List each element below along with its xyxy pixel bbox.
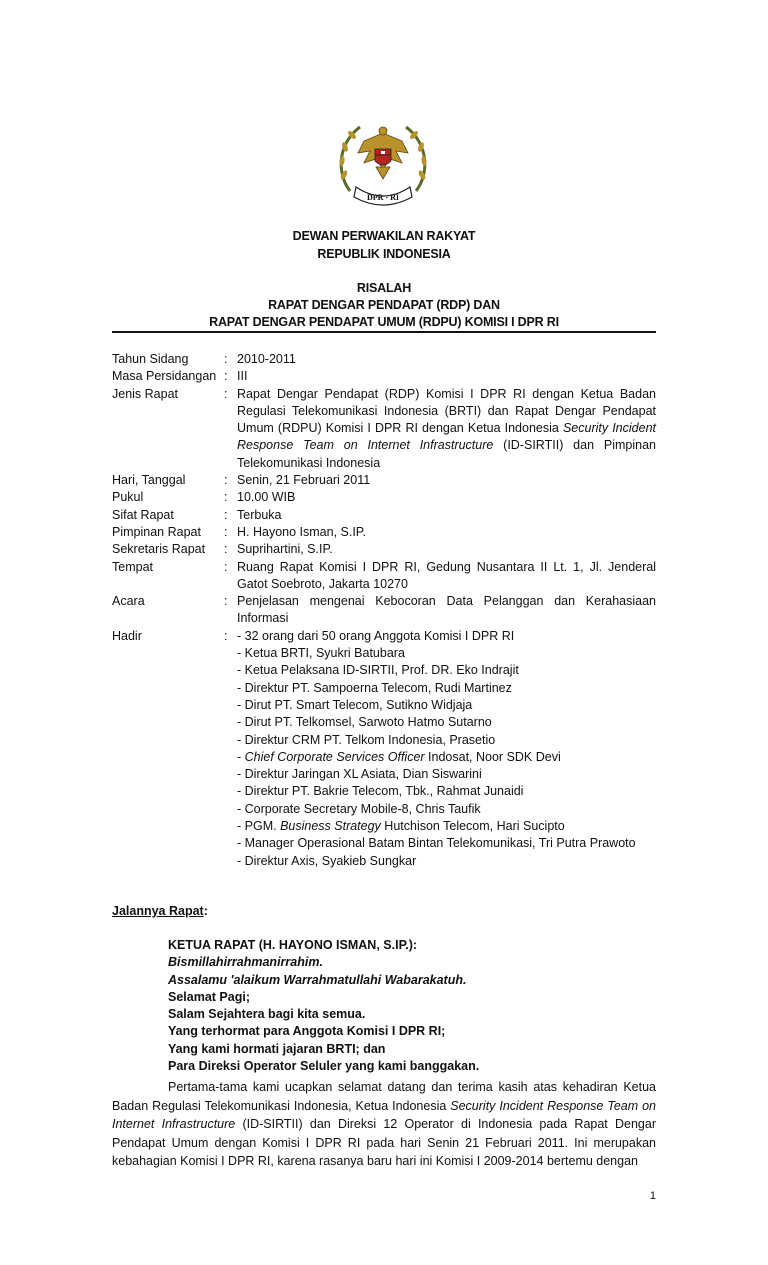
speech-line: Yang terhormat para Anggota Komisi I DPR RI;: [168, 1024, 446, 1039]
attendee-list: [237, 628, 656, 870]
meta-label: Sekretaris Rapat: [112, 542, 206, 557]
speech-line: Selamat Pagi;: [168, 989, 250, 1004]
dpr-ri-emblem-icon: [330, 113, 436, 213]
list-item: - Direktur PT. Bakrie Telecom, Tbk., Rahmat Junaidi: [237, 784, 524, 799]
body-paragraph: Pertama-tama kami ucapkan selamat datang dan terima kasih atas kehadiran Ketua Badan Regulasi Telekomunikasi Indonesia, Ketua Indonesia Security Incident Response Team on Internet Infrastructure (ID-SIRTII) dan Direksi 12 Operator di Indonesia pada Rapat Dengar Pendapat Umum dengan Komisi I DPR RI pada hari Senin 21 Februari 2011. Ini merupakan kebahagian Komisi I DPR RI, karena rasanya baru hari ini Komisi I 2009-2014 bertemu dengan: [112, 1080, 656, 1168]
meta-value: III: [237, 369, 248, 384]
speech-line: Para Direksi Operator Seluler yang kami banggakan.: [168, 1059, 480, 1074]
list-item: - Direktur Jaringan XL Asiata, Dian Siswarini: [237, 767, 482, 782]
meta-label: Tahun Sidang: [112, 352, 189, 366]
meta-label: Tempat: [112, 559, 153, 574]
meta-row-sekretaris: Sekretaris Rapat : Suprihartini, S.IP.: [112, 541, 656, 558]
speech-line: Assalamu 'alaikum Warrahmatullahi Wabarakatuh.: [168, 972, 467, 987]
title-line1: RAPAT DENGAR PENDAPAT (RDP) DAN: [268, 298, 500, 312]
list-item: - Dirut PT. Smart Telecom, Sutikno Widjaja: [237, 697, 473, 712]
meta-value: 10.00 WIB: [237, 490, 296, 505]
meta-value: 2010-2011: [237, 352, 296, 366]
list-item: - 32 orang dari 50 orang Anggota Komisi I DPR RI: [237, 628, 515, 643]
title-divider: [112, 331, 656, 333]
speech-line: Bismillahirrahmanirrahim.: [168, 955, 323, 970]
section-heading: Jalannya Rapat:: [112, 904, 208, 918]
meta-value: Rapat Dengar Pendapat (RDP) Komisi I DPR RI dengan Ketua Badan Regulasi Telekomunikasi Indonesia (BRTI) dan Rapat Dengar Pendapat Umum (RDPU) Komisi I DPR RI dengan Ketua Indonesia Security Incident Response Team on Internet Infrastructure (ID-SIRTII) dan Pimpinan Telekomunikasi Indonesia: [237, 386, 656, 470]
meta-label: Masa Persidangan: [112, 369, 217, 384]
list-item: - Direktur CRM PT. Telkom Indonesia, Prasetio: [237, 732, 496, 747]
list-item: - PGM. Business Strategy Hutchison Telecom, Hari Sucipto: [237, 819, 565, 834]
meta-value: Ruang Rapat Komisi I DPR RI, Gedung Nusantara II Lt. 1, Jl. Jenderal Gatot Soebroto, Jakarta 10270: [237, 559, 656, 591]
list-item: - Ketua BRTI, Syukri Batubara: [237, 646, 405, 661]
meta-row-jenis: Jenis Rapat : Rapat Dengar Pendapat (RDP) Komisi I DPR RI dengan Ketua Badan Regulasi Telekomunikasi Indonesia (BRTI) dan Rapat Dengar Pendapat Umum (RDPU) Komisi I DPR RI dengan Ketua Indonesia Security Incident Response Team on Internet Infrastructure (ID-SIRTII) dan Pimpinan Telekomunikasi Indonesia: [112, 386, 656, 472]
title-line2: RAPAT DENGAR PENDAPAT UMUM (RDPU) KOMISI I DPR RI: [209, 315, 559, 329]
institution-line1: DEWAN PERWAKILAN RAKYAT: [292, 229, 476, 243]
chair-opening-speech: [168, 937, 479, 1075]
document-type: RISALAH: [356, 281, 412, 295]
meta-value: Terbuka: [237, 507, 282, 522]
meta-label: Acara: [112, 594, 145, 609]
page-number: 1: [649, 1190, 656, 1202]
list-item: - Ketua Pelaksana ID-SIRTII, Prof. DR. Eko Indrajit: [237, 663, 519, 678]
speech-line: Yang kami hormati jajaran BRTI; dan: [168, 1041, 386, 1056]
meta-label: Pimpinan Rapat: [112, 524, 201, 539]
meta-label: Pukul: [112, 490, 144, 505]
meta-label: Hari, Tanggal: [112, 473, 186, 488]
meta-label: Hadir: [112, 628, 142, 643]
meta-value: Penjelasan mengenai Kebocoran Data Pelanggan dan Kerahasiaan Informasi: [237, 594, 656, 626]
meta-value: Suprihartini, S.IP.: [237, 542, 333, 557]
meta-row-masa: Masa Persidangan : III: [112, 368, 656, 385]
meta-value: Senin, 21 Februari 2011: [237, 473, 371, 488]
svg-text:DPR - RI: DPR - RI: [367, 193, 399, 202]
meta-value: H. Hayono Isman, S.IP.: [237, 524, 366, 539]
speech-line: Salam Sejahtera bagi kita semua.: [168, 1007, 366, 1022]
list-item: - Direktur Axis, Syakieb Sungkar: [237, 853, 417, 868]
meta-row-sifat: Sifat Rapat : Terbuka: [112, 507, 656, 524]
meta-row-hadir: Hadir : - 32 orang dari 50 orang Anggota Komisi I DPR RI - Ketua BRTI, Syukri Batubara - Ketua Pelaksana ID-SIRTII, Prof. DR. Eko Indrajit - Direktur PT. Sampoerna Telecom, Rudi Martinez - Dirut PT. Smart Telecom, Sutikno Widjaja - Dirut PT. Telkomsel, Sarwoto Hatmo Sutarno - Direktur CRM PT. Telkom Indonesia, Prasetio - Chief Corporate Services Officer Indosat, Noor SDK Devi - Direktur Jaringan XL Asiata, Dian Siswarini - Direktur PT. Bakrie Telecom, Tbk., Rahmat Junaidi - Corporate Secretary Mobile-8, Chris Taufik - PGM. Business Strategy Hutchison Telecom, Hari Sucipto - Manager Operasional Batam Bintan Telekomunikasi, Tri Putra Prawoto - Direktur Axis, Syakieb Sungkar: [112, 628, 656, 870]
list-item: - Chief Corporate Services Officer Indosat, Noor SDK Devi: [237, 749, 561, 764]
list-item: - Corporate Secretary Mobile-8, Chris Taufik: [237, 801, 481, 816]
list-item: - Manager Operasional Batam Bintan Telekomunikasi, Tri Putra Prawoto: [237, 836, 636, 851]
institution-line2: REPUBLIK INDONESIA: [317, 247, 451, 261]
meta-row-tahun: Tahun Sidang : 2010-2011: [112, 351, 656, 368]
meta-row-acara: Acara : Penjelasan mengenai Kebocoran Data Pelanggan dan Kerahasiaan Informasi: [112, 593, 656, 628]
meta-row-hari: Hari, Tanggal : Senin, 21 Februari 2011: [112, 472, 656, 489]
speaker-name: KETUA RAPAT (H. HAYONO ISMAN, S.IP.):: [168, 938, 418, 952]
list-item: - Direktur PT. Sampoerna Telecom, Rudi Martinez: [237, 680, 512, 695]
meta-label: Sifat Rapat: [112, 507, 174, 522]
meta-row-pimpinan: Pimpinan Rapat : H. Hayono Isman, S.IP.: [112, 524, 656, 541]
meta-row-pukul: Pukul : 10.00 WIB: [112, 489, 656, 506]
meeting-metadata: [112, 351, 656, 870]
meta-row-tempat: Tempat : Ruang Rapat Komisi I DPR RI, Gedung Nusantara II Lt. 1, Jl. Jenderal Gatot Soebroto, Jakarta 10270: [112, 559, 656, 594]
meta-label: Jenis Rapat: [112, 386, 179, 401]
list-item: - Dirut PT. Telkomsel, Sarwoto Hatmo Sutarno: [237, 715, 492, 730]
